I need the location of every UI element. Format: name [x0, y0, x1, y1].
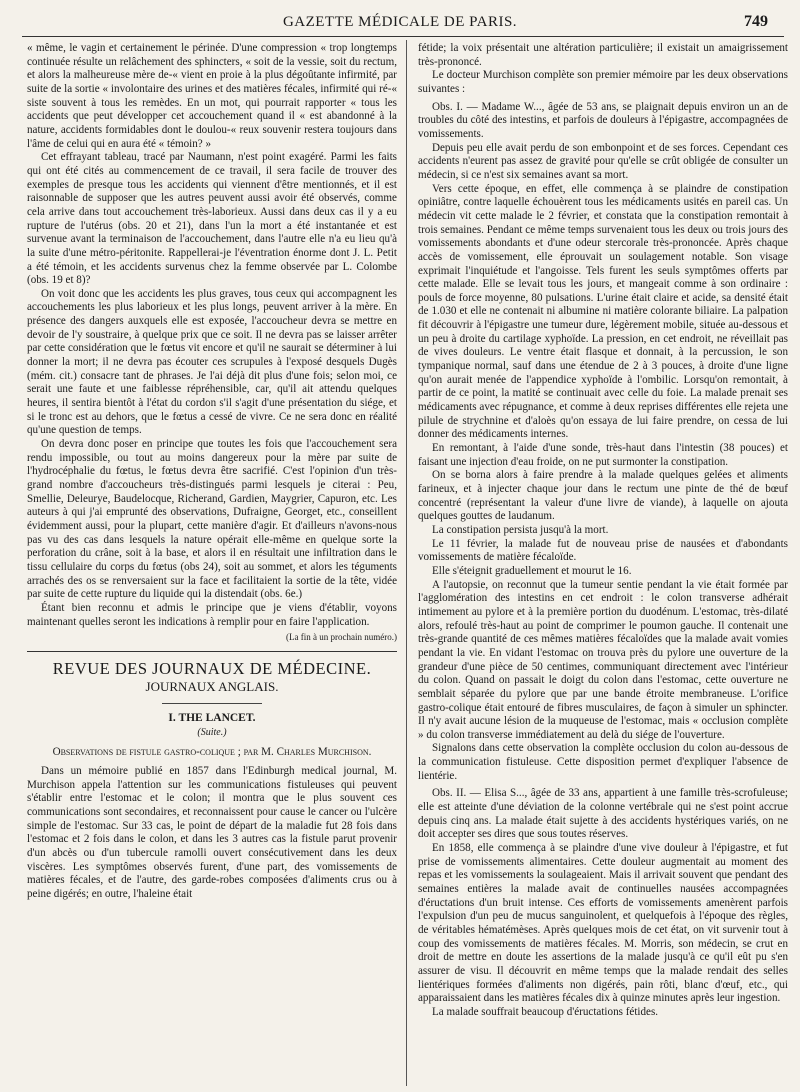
- paragraph: Dans un mémoire publié en 1857 dans l'Edinburgh medical journal, M. Murchison appela l'attention sur les communications fistuleuses qui peuvent s'établir entre l'estomac et le colon; il montra que le plus souvent ces communications sont secondaires, et reconnaissent pour cause le cancer ou l'ulcère simple de l'estomac. Sur 33 cas, le point de départ de la maladie fut 28 fois dans l'estomac et 2 fois dans le colon, et dans les 3 autres cas la fistule parut provenir d'un abcès ou d'un tubercule ramolli ouvert consécutivement dans les deux viscères. Les symptômes observés furent, d'une part, des vomissements de matières fécales, et de l'autre, des garde-robes composées d'aliments crus ou à peine digérés; en outre, l'haleine était: [27, 765, 397, 901]
- paragraph: Signalons dans cette observation la complète occlusion du colon au-dessous de la communication fistuleuse. Cette disposition permet d'expliquer l'absence de lientérie.: [418, 742, 788, 782]
- page-header: [0, 0, 800, 30]
- paragraph: On se borna alors à faire prendre à la malade quelques gelées et aliments farineux, et à injecter chaque jour dans le rectum une pinte de thé de bœuf concentré (représentant la valeur d'une livre de viande), à laquelle on ajouta quelques gouttes de laudanum.: [418, 469, 788, 523]
- observation-2: Obs. II. — Elisa S..., âgée de 33 ans, appartient à une famille très-scrofuleuse; elle est atteinte d'une déviation de la colonne vertébrale qui ne s'est point accrue depuis cinq ans. La malade était sujette à des accidents hystériques variés, on ne doit accepter ses dires que sous toutes réserves.: [418, 787, 788, 841]
- observation-1: Obs. I. — Madame W..., âgée de 53 ans, se plaignait depuis environ un an de troubles du côté des intestins, et parfois de douleurs à l'épigastre, accompagnées de vomissements.: [418, 100, 788, 140]
- section-subtitle: JOURNAUX ANGLAIS.: [145, 678, 279, 694]
- article-title: Observations de fistule gastro-colique ; par M. Charles Murchison.: [52, 745, 372, 758]
- paragraph: En remontant, à l'aide d'une sonde, très-haut dans l'intestin (38 pouces) et faisant une injection d'eau froide, on ne put surmonter la constipation.: [418, 442, 788, 468]
- page-number: 749: [744, 13, 768, 30]
- left-column: [27, 42, 397, 902]
- short-rule: [162, 703, 262, 704]
- paragraph: Vers cette époque, en effet, elle commença à se plaindre de constipation opiniâtre, contre laquelle échouèrent tous les médicaments usités en pareil cas. Un médecin vit cette malade le 2 février, et constata que la constipation remontait à trois semaines. Pendant ce même temps survenaient tous les deux ou trois jours des vomissements abondants et d'une odeur stercorale très-prononcée. Après chaque accès de vomissement, elle éprouvait un soulagement notable. Son visage exprimait l'inquiétude et l'angoisse. Tels furent les seuls symptômes offerts par cette malade. Elle se levait tous les jours, et mangeait comme à son ordinaire : pouls de force moyenne, 80 pulsations. L'urine était claire et acide, sa densité était de 1.030 et elle ne contenait ni albumine ni matière colorante biliaire. La palpation fit découvrir à l'épigastre une tumeur dure, légèrement mobile, située au-dessous et un peu à droite du cartilage xyphoïde. La pression, en cet endroit, ne réveillait pas de vives douleurs. Le ventre était flasque et donnait, à la percussion, le son tympanique normal, sauf dans une étendue de 2 à 3 pouces, à droite d'une ligne qu'on aurait menée de l'appendice xyphoïde à l'ombilic. Lorsqu'on remontait, à partir de ce point, la matité se continuait avec celle du foie. La malade prenait ses médicaments avec répugnance, et comme à deux reprises différentes elle rejeta une pilule de strychnine et d'aloès qu'on essaya de lui faire prendre, on cessa de lui donner des médicaments internes.: [418, 182, 788, 441]
- section-title: REVUE DES JOURNAUX DE MÉDECINE.: [52, 658, 372, 678]
- quote-paragraph: « même, le vagin et certainement le périnée. D'une compression « trop longtemps continuée résulte un relâchement des sphincters, « soit de la vessie, soit du rectum, et alors la malheureuse mère de-« vient en proie à la plus dégoûtante infirmité, par suite de la sortie « involontaire des urines et des matières fécales, infirmité qui ré-« siste souvent à tous les remèdes. En un mot, qui pourrait rapporter « tous les accidents que peut développer cet accouchement quand il « est abandonné à la nature, accidents formidables dont le doulou-« reux souvenir restera toujours dans l'âme de celui qui en aura été « témoin? »: [27, 42, 397, 150]
- paragraph: La malade souffrait beaucoup d'éructations fétides.: [432, 1005, 659, 1018]
- paragraph: On devra donc poser en principe que toutes les fois que l'accouchement sera rendu impossible, ou tout au moins dangereux pour la mère par suite de l'hydrocéphalie du fœtus, le fœtus devra être sacrifié. C'est l'opinion d'un très-grand nombre d'accoucheurs très-distingués parmi lesquels je citerai : Peu, Smellie, Deleurye, Baudelocque, Richerand, Gardien, Maygrier, Capuron, etc. Les auteurs à qui j'ai emprunté des observations, Dufraigne, Georget, etc., conseillent évidemment aussi, pour la plupart, cette manière d'agir. Et d'ailleurs n'avons-nous pas vu des cas dans lesquels la nature opérait elle-même en quelque sorte la perforation du crâne, soit à la base, et alors il en résultait une infiltration dans le tissu cellulaire du corps du fœtus (obs 24), soit au sommet, et alors les téguments arrachés des os se renversaient sur la face et facilitaient la sortie de la tête, vidée par suite de cette rupture du liquide qui la distendait (obs. 6e.): [27, 438, 397, 601]
- paragraph: Le docteur Murchison complète son premier mémoire par les deux observations suivantes :: [418, 69, 788, 95]
- journal-heading: I. THE LANCET.: [168, 712, 256, 725]
- paragraph: fétide; la voix présentait une altération particulière; il existait un amaigrissement très-prononcé.: [418, 42, 788, 68]
- right-column: [418, 42, 788, 1020]
- section-rule: [27, 651, 397, 652]
- paragraph: Cet effrayant tableau, tracé par Naumann, n'est point exagéré. Parmi les faits qui ont été cités au commencement de ce travail, il sera facile de trouver des exemples de presque tous les accidents qui viennent d'être mentionnés, et il est raisonnable de supposer que les autres peuvent aussi avoir été observés, comme cela arrive dans tout accouchement très-laborieux. Aussi dans deux cas il y a eu rupture de l'utérus (obs. 20 et 21), dans l'un la mort a été instantanée et est survenue avant la terminaison de l'accouchement, dans l'autre elle n'a eu lieu qu'à la suite d'une métro-péritonite. Rappellerai-je l'éventration énorme dont J. L. Petit a été témoin, et les accidents survenus chez la femme observée par L. Colombe (obs. 19 et 8)?: [27, 151, 397, 287]
- continued-note: (La fin à un prochain numéro.): [286, 632, 397, 643]
- journal-title: GAZETTE MÉDICALE DE PARIS.: [282, 14, 518, 30]
- paragraph: En 1858, elle commença à se plaindre d'une vive douleur à l'épigastre, et fut prise de vomissements alimentaires. Cette douleur augmentait au moment des repas et les vomissements la soulageaient. Mais il arrivait souvent que pendant des semaines entières la malade avait de continuelles nausées accompagnées d'éructations d'un bruit intense. Ces efforts de vomissements amenèrent parfois l'expulsion d'un peu de mucus sanguinolent, et quelquefois à l'époque des règles, de véritables hématémèses. Après quelques mois de cet état, on vit survenir tout à coup des vomissements de matières fécales. M. Morris, son médecin, se crut en droit de mettre en doute les assertions de la malade jusqu'à ce qu'il eût pu s'en assurer de visu. Il découvrit en même temps que la malade rendait des selles lientériques formées d'aliments non digérés, pain rôti, blanc d'œuf, etc., qui apparaissaient dans les matières fécales dix à quinze minutes après leur ingestion.: [418, 842, 788, 1005]
- paragraph: La constipation persista jusqu'à la mort.: [432, 523, 609, 536]
- paragraph: On voit donc que les accidents les plus graves, tous ceux qui accompagnent les accouchements les plus laborieux et les plus longs, peuvent arriver à la mère. En présence des dangers auxquels elle est exposée, l'accoucheur devra se mettre en devoir de l'y soustraire, à quelque prix que ce soit. Il ne devra pas se laisser arrêter par cette considération que le fœtus vit encore et qu'il ne saurait se déterminer à lui donner la mort; il ne devra pas écouter ces scrupules à l'exposé desquels Dugès (mém. cit.) consacre tant de phrases. Je l'ai déjà dit plus d'une fois; selon moi, ce serait une faute et une faiblesse répréhensible, car, qu'il ait attendu quelques heures, il sentira bientôt à l'état du cordon s'il s'agit d'une présentation du siége, et si le tronc est au dehors, que le fœtus a cessé de vivre. Ce ne sera donc en réalité qu'une question de temps.: [27, 287, 397, 437]
- column-divider: [406, 40, 407, 1086]
- header-rule: [22, 36, 784, 37]
- paragraph: Depuis peu elle avait perdu de son embonpoint et de ses forces. Cependant ces accidents n'eurent pas assez de gravité pour qu'elle se crût obligée de consulter un médecin, si ce n'est six semaines avant sa mort.: [418, 141, 788, 181]
- autopsy-paragraph: A l'autopsie, on reconnut que la tumeur sentie pendant la vie était formée par l'agglomération des intestins en cet endroit : le colon transverse adhérait intimement au pylore et à la première portion du duodénum. L'estomac, très-dilaté alors, refoulé très-haut au point de comprimer le poumon gauche. Il contenait une très-grande quantité de ces mêmes matières fécaloïdes que la malade avait vomies pendant la vie. En vidant l'estomac on trouva près du pylore une ouverture de la grandeur d'une pièce de 50 centimes, communiquant directement avec l'intérieur du colon. Quand on passait le doigt du colon dans l'estomac, cette ouverture ne semblait séparée du pylore que par une bande étroite membraneuse. L'orifice gastro-colique était entouré de fibres musculaires, de façon à simuler un sphincter. Il n'y avait aucune lésion de la muqueuse de l'estomac, mais « occlusion complète » du colon transverse immédiatement au delà du siége de l'ouverture.: [418, 578, 788, 741]
- paragraph: Étant bien reconnu et admis le principe que je viens d'établir, voyons maintenant quelles seront les indications à remplir pour en faire l'application.: [27, 601, 397, 628]
- paragraph: Elle s'éteignit graduellement et mourut le 16.: [432, 564, 632, 577]
- suite-label: (Suite.): [197, 726, 227, 738]
- paragraph: Le 11 février, la malade fut de nouveau prise de nausées et d'abondants vomissements de matière fécaloïde.: [418, 537, 788, 564]
